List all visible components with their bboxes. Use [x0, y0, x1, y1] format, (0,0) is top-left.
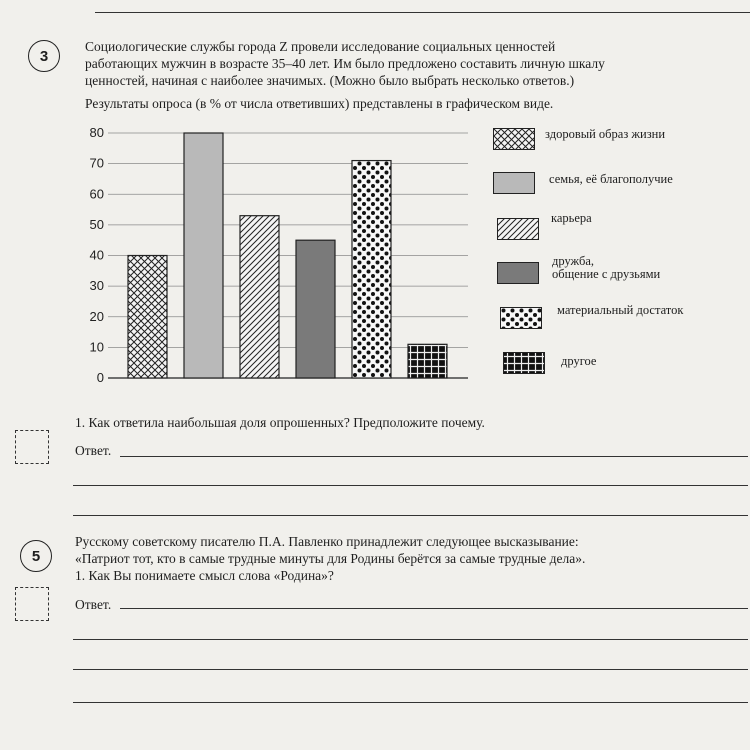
q5-line: 1. Как Вы понимаете смысл слова «Родина»? [75, 568, 334, 583]
question-number-5 [20, 540, 52, 572]
legend-label-line: другое [561, 354, 597, 368]
bar-3 [240, 216, 279, 378]
y-tick-label: 0 [96, 370, 104, 385]
legend-swatch-6 [503, 352, 545, 374]
q5-line: Русскому советскому писателю П.А. Павленко принадлежит следующее высказывание: [75, 534, 579, 549]
q5-answer-line-2[interactable] [73, 639, 748, 640]
legend-label-5 [557, 304, 683, 317]
q5-answer-line-3[interactable] [73, 669, 748, 670]
q3-paragraph-line: работающих мужчин в возрасте 35–40 лет. Им было предложено составить личную шкалу [85, 56, 605, 71]
bar-2 [184, 133, 223, 378]
legend-label-line: карьера [551, 211, 592, 225]
y-tick-label: 20 [89, 308, 104, 324]
q5-answer-label: Ответ. [75, 597, 112, 612]
y-tick-label: 50 [89, 216, 104, 232]
legend-label-2 [549, 173, 673, 186]
q3-answer-line-1[interactable] [120, 456, 748, 457]
bar-4 [296, 240, 335, 378]
legend-swatch-2 [493, 172, 535, 194]
y-axis-ticks [90, 125, 104, 385]
score-box-q3[interactable] [15, 430, 49, 464]
q5-answer-line-1[interactable] [120, 608, 748, 609]
legend-label-line: материальный достаток [557, 303, 684, 317]
q3-answer-label: Ответ. [75, 443, 112, 458]
q5-text [75, 533, 745, 584]
y-tick-label: 80 [89, 125, 104, 140]
score-box-q5[interactable] [15, 587, 49, 621]
legend-label-line: здоровый образ жизни [545, 127, 666, 141]
y-tick-label: 70 [89, 155, 104, 171]
bar-5 [352, 161, 391, 378]
y-tick-label: 40 [89, 247, 104, 263]
y-tick-label: 10 [89, 339, 104, 355]
legend-label-1 [545, 128, 665, 141]
legend-label-line: дружба, [552, 254, 595, 268]
legend-swatch-1 [493, 128, 535, 150]
legend-swatch-4 [497, 262, 539, 284]
y-tick-label: 60 [89, 186, 104, 202]
legend-label-6 [561, 355, 596, 368]
bar-1 [128, 256, 167, 379]
legend-label-3 [551, 212, 592, 225]
legend-label-line: семья, её благополучие [549, 172, 673, 186]
y-tick-label: 30 [89, 278, 104, 294]
question-number-3 [28, 40, 60, 72]
q3-paragraph-line: Социологические службы города Z провели исследование социальных ценностей [85, 39, 556, 54]
q3-answer-line-2[interactable] [73, 485, 748, 486]
legend-label-4 [552, 255, 660, 281]
q3-results-line: Результаты опроса (в % от числа ответивших) представлены в графическом виде. [85, 96, 554, 111]
q3-question: 1. Как ответила наибольшая доля опрошенных? Предположите почему. [75, 415, 485, 430]
q3-answer-line-3[interactable] [73, 515, 748, 516]
bar-6 [408, 344, 447, 378]
q5-line: «Патриот тот, кто в самые трудные минуты для Родины берётся за самые трудные дела». [75, 551, 586, 566]
top-rule [95, 12, 750, 13]
q3-paragraph [85, 38, 720, 89]
bar-chart [78, 125, 478, 390]
legend-swatch-5 [500, 307, 542, 329]
q5-answer-line-4[interactable] [73, 702, 748, 703]
q3-paragraph-line: ценностей, начиная с наиболее значимых. (Можно было выбрать несколько ответов.) [85, 73, 575, 88]
question-number-5-text: 5 [31, 547, 41, 565]
legend-swatch-3 [497, 218, 539, 240]
question-number-3-text: 3 [39, 47, 49, 65]
legend-label-line: общение с друзьями [552, 267, 661, 281]
